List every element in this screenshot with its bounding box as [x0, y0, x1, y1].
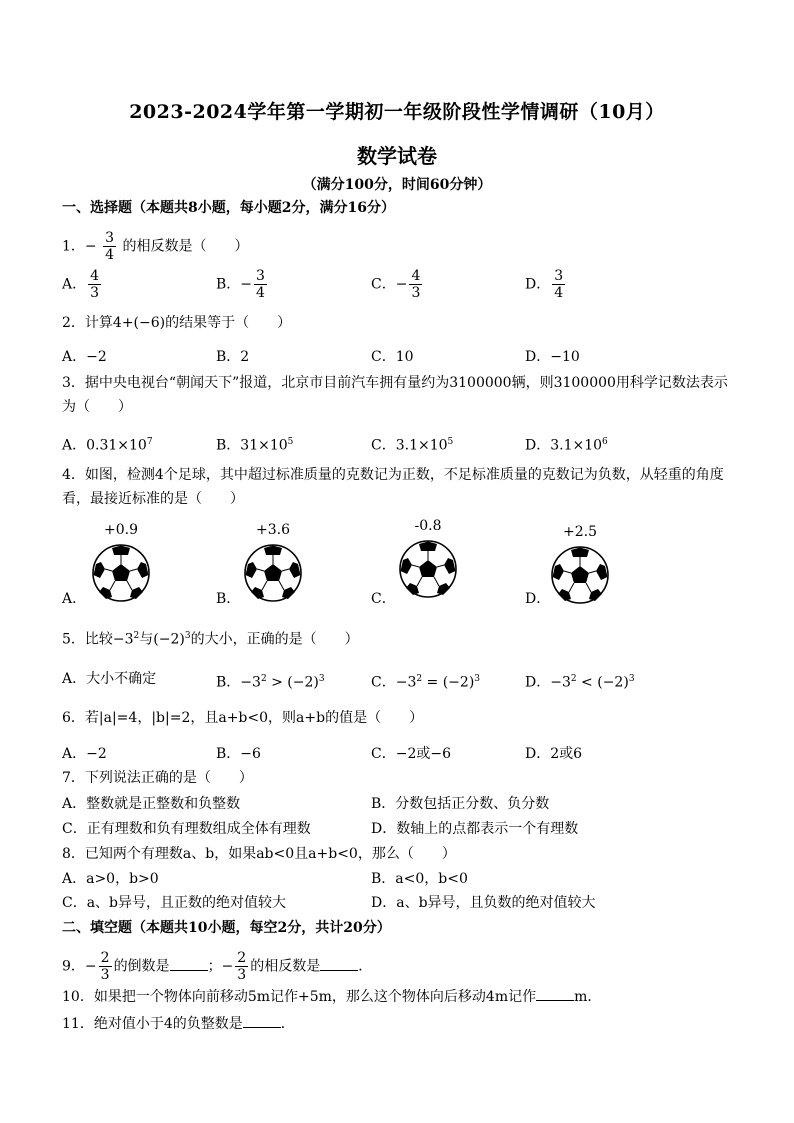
exam-info: （满分100分，时间60分钟）: [302, 177, 492, 193]
q8-option-d: D．a、b异号，且负数的绝对值较大: [371, 895, 596, 911]
q5-option-d: [525, 670, 635, 692]
q3-option-b: [216, 433, 293, 455]
q5-option-b: [216, 670, 325, 692]
q5-b-right: > (−2): [266, 674, 319, 691]
q10-end: m．: [574, 989, 602, 1005]
q1-tail: 的相反数是（ ）: [122, 238, 249, 255]
q1-c-fraction: [409, 268, 422, 301]
q11-blank[interactable]: [243, 1013, 281, 1028]
question-2: 2．计算4+(−6)的结果等于（ ）: [62, 315, 292, 331]
ball-b: [238, 522, 308, 608]
q4-option-d: D．: [525, 591, 551, 607]
q9-fraction-1: [99, 950, 112, 983]
q5-d-exp3: 3: [628, 674, 635, 684]
q2-option-d: D．−10: [525, 349, 580, 365]
q9-f1-den: 3: [100, 967, 110, 983]
q5-d-left: D．−3: [525, 674, 571, 691]
q9-blank-2[interactable]: [320, 956, 358, 971]
q2-option-a: A．−2: [62, 349, 107, 365]
q1-b-num: 3: [256, 268, 265, 284]
q8-option-a: A．a>0，b>0: [62, 871, 159, 887]
q1-option-a: [62, 268, 103, 301]
q3-b-exp: 5: [287, 437, 294, 447]
q5-d-right: < (−2): [576, 674, 629, 691]
q4-option-b: B．: [216, 591, 241, 607]
q5-exp-2: 2: [133, 631, 140, 641]
q10-blank[interactable]: [536, 986, 574, 1001]
question-10: [62, 986, 601, 1006]
q7-option-c: C．正有理数和负有理数组成全体有理数: [62, 821, 311, 837]
q9-sep: ；−: [207, 958, 234, 975]
q9-f2-num: 2: [237, 950, 247, 966]
q1-b-den: 4: [256, 285, 265, 301]
q5-option-c: [371, 670, 480, 692]
q9-fraction-2: [235, 950, 248, 983]
q11-end: ．: [280, 1016, 295, 1032]
section-1-heading: 一、选择题（本题共8小题，每小题2分，满分16分）: [62, 200, 395, 216]
question-4-line-2: 看，最接近标准的是（ ）: [62, 491, 244, 507]
question-11: [62, 1013, 295, 1033]
ball-a: [86, 522, 156, 608]
q3-a-text: A．0.31×10: [62, 437, 147, 454]
soccer-ball-icon: [244, 544, 302, 602]
q3-option-a: [62, 433, 153, 455]
q5-part-c: 的大小，正确的是（ ）: [190, 631, 359, 648]
q11-text: 11．绝对值小于4的负整数是: [62, 1016, 243, 1032]
q5-c-right: = (−2): [422, 674, 475, 691]
ball-d: [545, 524, 615, 610]
q9-blank-1[interactable]: [170, 956, 208, 971]
q8-option-c: C．a、b异号，且正数的绝对值较大: [62, 895, 287, 911]
q1-option-d: [525, 268, 567, 301]
q3-option-c: [371, 433, 453, 455]
q8-option-b: B．a<0，b<0: [371, 871, 468, 887]
q1-b-fraction: [254, 268, 267, 301]
q1-fraction-num: 3: [105, 230, 115, 246]
q5-b-exp3: 3: [318, 674, 325, 684]
q5-exp-3: 3: [184, 631, 191, 641]
q5-c-exp3: 3: [474, 674, 481, 684]
question-3-line-1: 3．据中央电视台“朝闻天下”报道，北京市目前汽车拥有量约为3100000辆，则3100000用科学记数法表示: [62, 375, 728, 391]
q1-a-den: 3: [90, 285, 100, 301]
q1-d-fraction: [552, 268, 565, 301]
q5-d-exp2: 2: [570, 674, 577, 684]
q5-c-exp2: 2: [416, 674, 423, 684]
q3-d-text: D．3.1×10: [525, 437, 603, 454]
q1-number: 1．: [62, 238, 85, 255]
q9-tail: 的相反数是: [250, 958, 321, 975]
q6-option-c: C．−2或−6: [371, 746, 451, 762]
question-9: [62, 950, 372, 983]
q3-option-d: [525, 433, 608, 455]
q2-option-c: C．10: [371, 349, 414, 365]
soccer-ball-icon: [399, 540, 457, 598]
q1-option-b: [216, 268, 269, 301]
question-4-line-1: 4．如图，检测4个足球，其中超过标准质量的克数记为正数，不足标准质量的克数记为负数，从轻重的角度: [62, 467, 724, 483]
q1-c-den: 3: [411, 285, 421, 301]
q1-d-label: D．: [525, 276, 551, 293]
q5-c-left: C．−3: [371, 674, 417, 691]
q4-option-c: C．: [371, 591, 396, 607]
q10-text: 10．如果把一个物体向前移动5m记作+5m，那么这个物体向后移动4m记作: [62, 989, 537, 1005]
q6-option-a: A．−2: [62, 746, 107, 762]
q2-option-b: B．2: [216, 349, 250, 365]
ball-d-value: +2.5: [563, 524, 597, 540]
ball-a-value: +0.9: [104, 522, 138, 538]
q1-minus: −: [84, 238, 97, 255]
q4-option-a: A．: [62, 591, 87, 607]
q1-c-num: 4: [411, 268, 421, 284]
ball-c-value: -0.8: [414, 518, 442, 534]
section-2-heading: 二、填空题（本题共10小题，每空2分，共计20分）: [62, 920, 391, 936]
q1-a-num: 4: [90, 268, 100, 284]
q7-option-a: A．整数就是正整数和负整数: [62, 796, 241, 812]
q1-d-num: 3: [554, 268, 564, 284]
q5-b-exp2: 2: [260, 674, 267, 684]
q9-mid: 的倒数是: [113, 958, 170, 975]
q1-d-den: 4: [554, 285, 564, 301]
q3-c-exp: 5: [447, 437, 454, 447]
q3-b-text: B．31×10: [216, 437, 288, 454]
q3-c-text: C．3.1×10: [371, 437, 448, 454]
ball-c: [393, 518, 463, 604]
question-1: [62, 230, 248, 263]
q5-part-a: 5．比较−3: [62, 631, 134, 648]
q1-option-c: [371, 268, 424, 301]
q1-a-label: A．: [62, 276, 87, 293]
q3-d-exp: 6: [602, 437, 608, 447]
q3-a-exp: 7: [146, 437, 153, 447]
q1-c-label: C．−: [371, 276, 408, 293]
exam-subject: 数学试卷: [357, 144, 437, 168]
q1-fraction-den: 4: [105, 247, 115, 263]
q6-option-d: D．2或6: [525, 746, 583, 762]
q1-fraction: [103, 230, 116, 263]
question-3-line-2: 为（ ）: [62, 399, 132, 415]
q9-end: ．: [358, 958, 373, 975]
q5-b-left: B．−3: [216, 674, 261, 691]
exam-title: 2023-2024学年第一学期初一年级阶段性学情调研（10月）: [129, 101, 665, 123]
question-5: [62, 627, 359, 649]
q9-f1-num: 2: [100, 950, 110, 966]
q7-option-b: B．分数包括正分数、负分数: [371, 796, 550, 812]
soccer-ball-icon: [92, 544, 150, 602]
question-7: 7．下列说法正确的是（ ）: [62, 770, 253, 786]
q9-number: 9．−: [62, 958, 97, 975]
q7-option-d: D．数轴上的点都表示一个有理数: [371, 821, 579, 837]
q5-option-a: A．大小不确定: [62, 671, 157, 687]
ball-b-value: +3.6: [256, 522, 290, 538]
q6-option-b: B．−6: [216, 746, 261, 762]
q5-part-b: 与(−2): [139, 631, 185, 648]
q9-f2-den: 3: [237, 967, 247, 983]
soccer-ball-icon: [551, 546, 609, 604]
q1-b-label: B．−: [216, 276, 253, 293]
q1-a-fraction: [88, 268, 101, 301]
question-6: 6．若|a|=4，|b|=2，且a+b<0，则a+b的值是（ ）: [62, 710, 424, 726]
question-8: 8．已知两个有理数a、b，如果ab<0且a+b<0，那么（ ）: [62, 846, 456, 862]
